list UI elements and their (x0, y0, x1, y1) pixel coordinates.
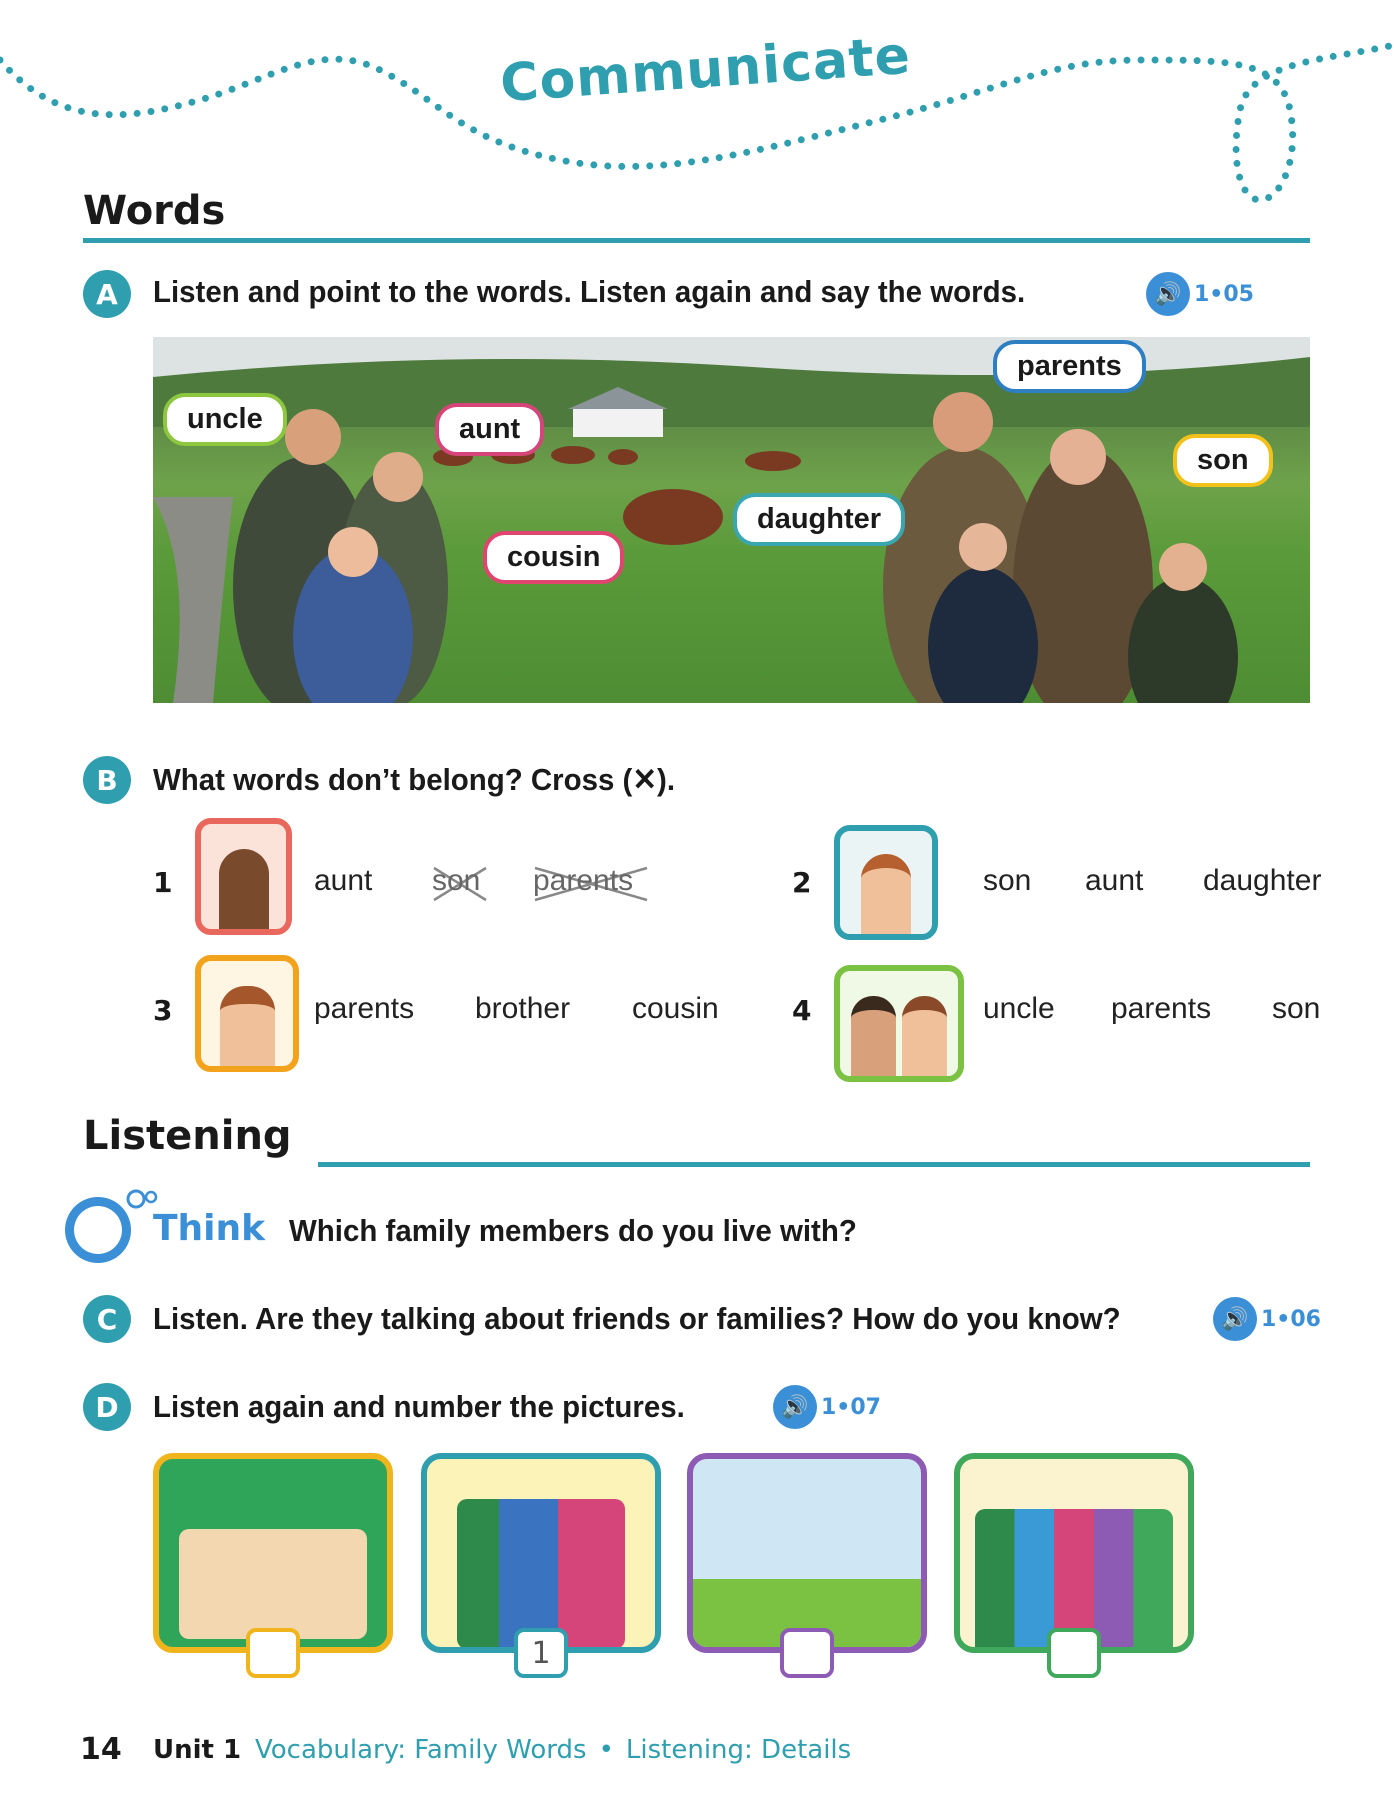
picture-friends-walking (687, 1453, 927, 1653)
word-option[interactable]: daughter (1203, 864, 1322, 897)
word-option[interactable]: parents (1111, 992, 1212, 1025)
exercise-a-badge: A (83, 270, 131, 318)
think-label: Think (153, 1208, 266, 1249)
word-option[interactable]: uncle (983, 992, 1055, 1025)
unit-label: Unit 1 (153, 1735, 242, 1765)
audio-track-106[interactable] (1213, 1297, 1321, 1341)
exercise-d-badge: D (83, 1383, 131, 1431)
dotted-wave-decoration (0, 0, 1394, 220)
speaker-icon: 🔊 (1213, 1297, 1257, 1341)
picture-group (954, 1453, 1194, 1653)
label-son: son (1173, 434, 1273, 487)
cousin-face-image (195, 955, 299, 1072)
listening-heading: Listening (83, 1113, 292, 1159)
item-number: 1 (153, 866, 173, 899)
page-number: 14 (80, 1732, 122, 1767)
answer-box[interactable] (780, 1628, 834, 1678)
words-divider (83, 238, 1310, 243)
speaker-icon: 🔊 (773, 1385, 817, 1429)
word-option[interactable]: son (1272, 992, 1321, 1025)
parents-face-image (834, 965, 964, 1082)
exercise-c-instruction: Listen. Are they talking about friends or families? How do you know? (153, 1301, 1121, 1336)
footer-topic-vocabulary: Vocabulary: Family Words (255, 1735, 587, 1765)
son-face-image (834, 825, 938, 940)
word-option[interactable]: parents (314, 992, 415, 1025)
word-option[interactable]: aunt (314, 864, 373, 897)
label-aunt: aunt (435, 403, 544, 456)
exercise-c-badge: C (83, 1295, 131, 1343)
word-option[interactable]: son (983, 864, 1032, 897)
page-title: Communicate (498, 25, 913, 115)
word-option-crossed[interactable]: parents (533, 864, 634, 897)
aunt-face-image (195, 818, 292, 935)
track-number: 1•07 (821, 1394, 881, 1420)
think-cloud-icon (58, 1185, 158, 1265)
family-photo-illustration (153, 337, 1310, 703)
exercise-d-instruction: Listen again and number the pictures. (153, 1389, 685, 1424)
answer-box[interactable] (246, 1628, 300, 1678)
footer-topic-listening: Listening: Details (625, 1735, 852, 1765)
words-heading: Words (83, 188, 226, 234)
exercise-b-instruction: What words don’t belong? Cross (✕). (153, 762, 676, 797)
answer-box[interactable] (1047, 1628, 1101, 1678)
item-number: 4 (792, 994, 812, 1027)
audio-track-107[interactable] (773, 1385, 881, 1429)
speaker-icon: 🔊 (1146, 272, 1190, 316)
family-photo (153, 337, 1310, 703)
track-number: 1•05 (1194, 281, 1254, 307)
item-number: 3 (153, 994, 173, 1027)
picture-family (421, 1453, 661, 1653)
exercise-a-instruction: Listen and point to the words. Listen again and say the words. (153, 274, 1026, 309)
footer-topics (255, 1735, 851, 1765)
word-option[interactable]: cousin (632, 992, 719, 1025)
think-question: Which family members do you live with? (289, 1213, 857, 1248)
track-number: 1•06 (1261, 1306, 1321, 1332)
label-cousin: cousin (483, 531, 624, 584)
picture-baking (153, 1453, 393, 1653)
label-uncle: uncle (163, 393, 287, 446)
word-option[interactable]: brother (475, 992, 571, 1025)
footer-separator: • (598, 1735, 614, 1765)
word-option-crossed[interactable]: son (432, 864, 481, 897)
label-daughter: daughter (733, 493, 905, 546)
item-number: 2 (792, 866, 812, 899)
exercise-b-badge: B (83, 756, 131, 804)
listening-divider (318, 1162, 1310, 1167)
audio-track-105[interactable] (1146, 272, 1254, 316)
answer-box[interactable]: 1 (514, 1628, 568, 1678)
word-option[interactable]: aunt (1085, 864, 1144, 897)
label-parents: parents (993, 340, 1146, 393)
